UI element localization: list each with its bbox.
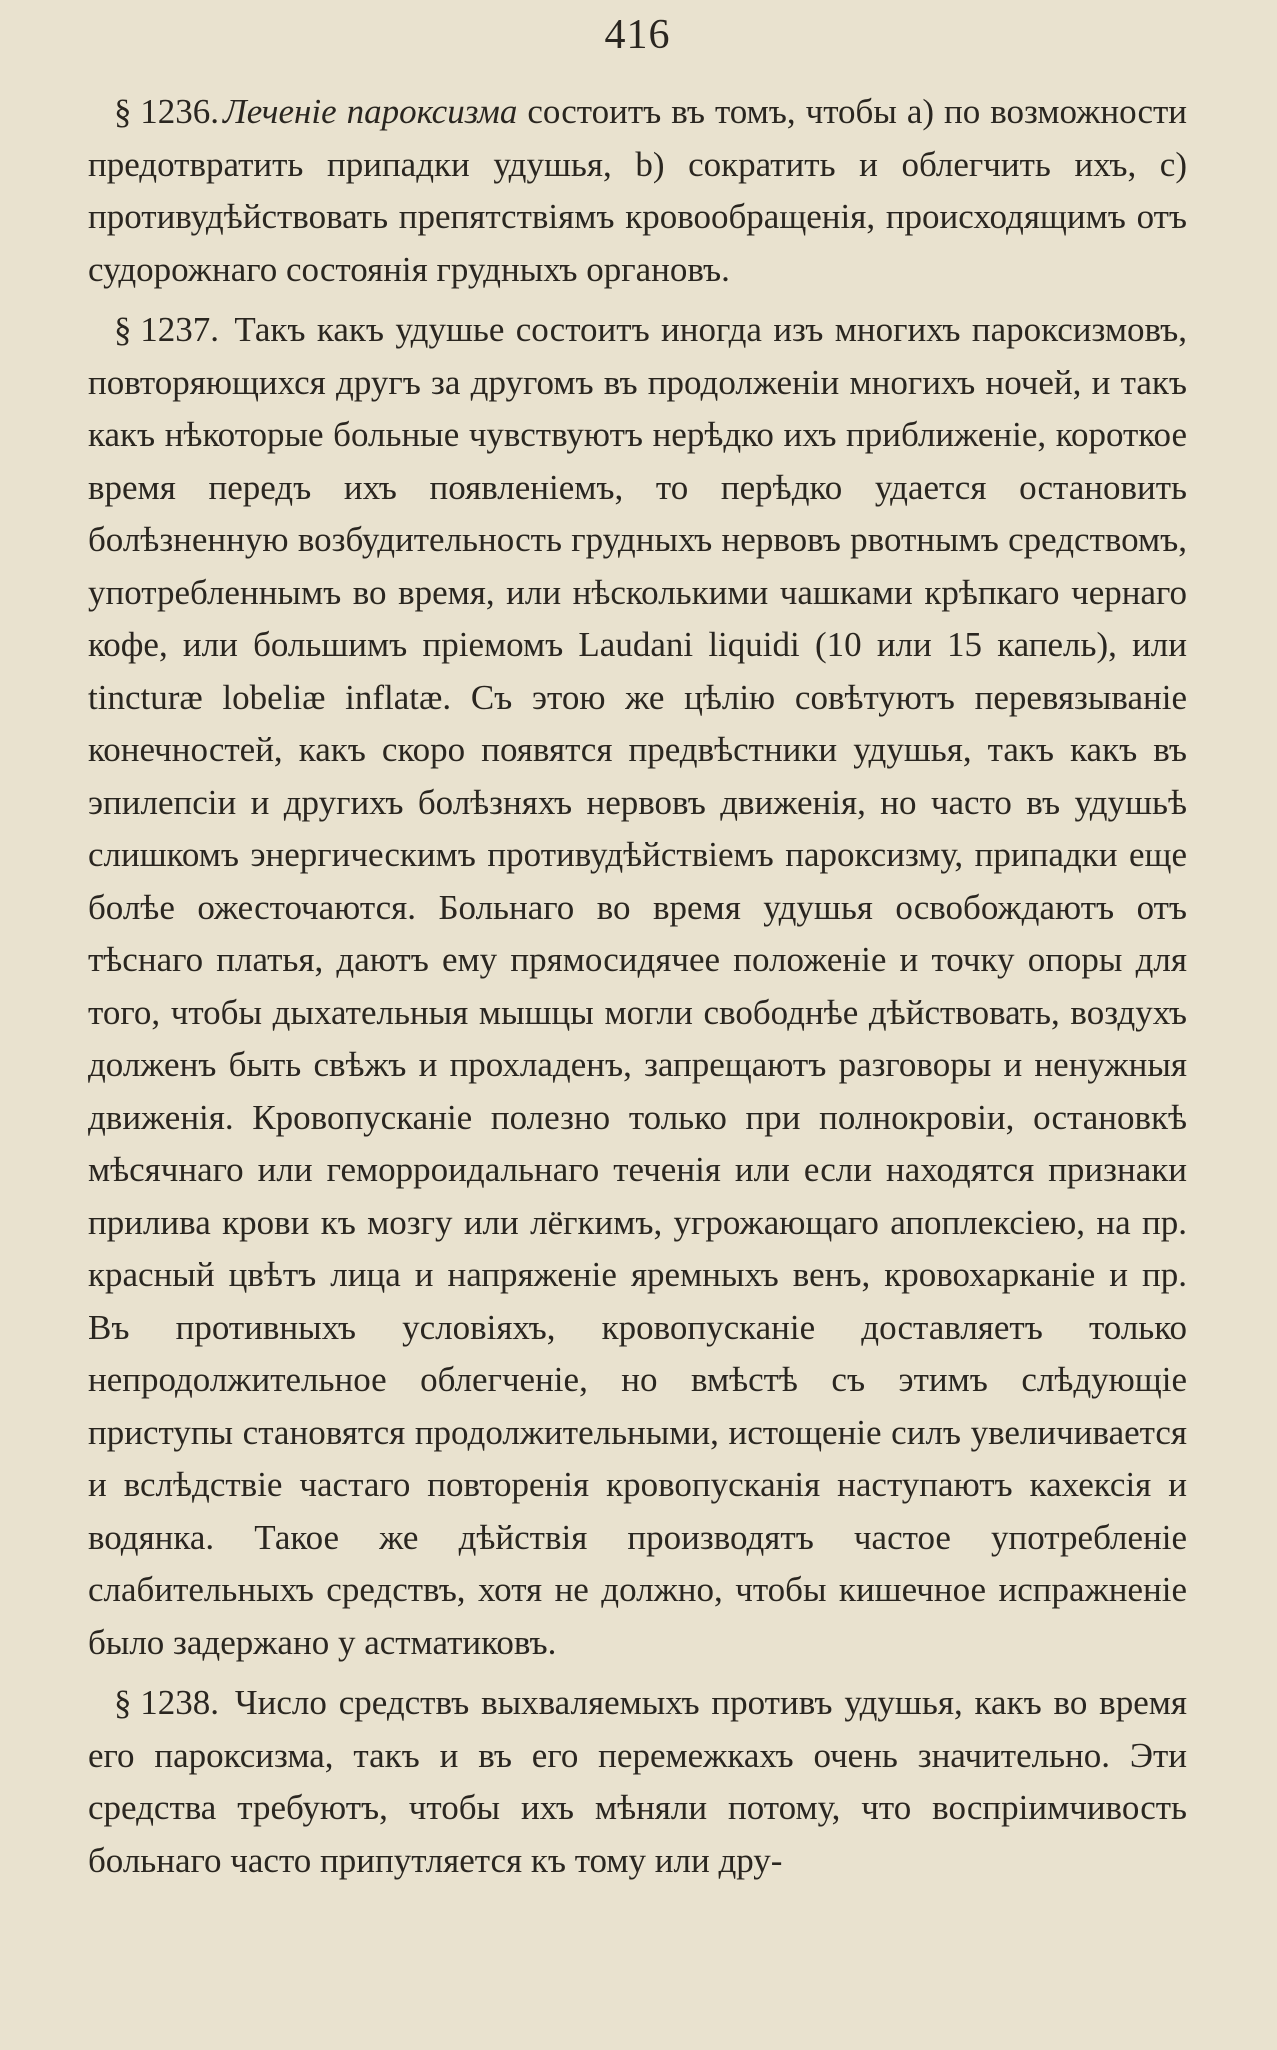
section-sign-1237: § 1237.: [114, 310, 219, 349]
page-number: 416: [604, 12, 671, 58]
paragraph-text: Число средствъ выхваляемыхъ противъ удушья, какъ во время его пароксизма, такъ и въ его перемежкахъ очень значительно. Эти средства требуютъ, чтобы ихъ мѣняли потому, что воспріимчивость больнаго часто припутляется къ тому или дру-: [88, 1683, 1187, 1880]
paragraph-1236: [88, 86, 1187, 296]
paragraph-text: Такъ какъ удушье состоитъ иногда изъ многихъ пароксизмовъ, повторяющихся другъ за другомъ въ продолженіи многихъ ночей, и такъ какъ нѣкоторые больные чувствуютъ нерѣдко ихъ приближеніе, короткое время передъ ихъ появленіемъ, то перѣдко удается остановить болѣзненную возбудительность грудныхъ нервовъ рвотнымъ средствомъ, употребленнымъ во время, или нѣсколькими чашками крѣпкаго чернаго кофе, или большимъ пріемомъ Laudani liquidi (10 или 15 капель), или tincturæ lobeliæ inflatæ. Съ этою же цѣлію совѣтуютъ перевязываніе конечностей, какъ скоро появятся предвѣстники удушья, такъ какъ въ эпилепсіи и другихъ болѣзняхъ нервовъ движенія, но часто въ удушьѣ слишкомъ энергическимъ противудѣйствіемъ пароксизму, припадки еще болѣе ожесточаются. Больнаго во время удушья освобождаютъ отъ тѣснаго платья, даютъ ему прямосидячее положеніе и точку опоры для того, чтобы дыхательныя мышцы могли свободнѣе дѣйствовать, воздухъ долженъ быть свѣжъ и прохладенъ, запрещаютъ разговоры и ненужныя движенія. Кровопусканіе полезно только при полнокровіи, остановкѣ мѣсячнаго или геморроидальнаго теченія или если находятся признаки прилива крови къ мозгу или лёгкимъ, угрожающаго апоплексіею, на пр. красный цвѣтъ лица и напряженіе яремныхъ венъ, кровохарканіе и пр. Въ противныхъ условіяхъ, кровопусканіе доставляетъ только непродолжительное облегченіе, но вмѣстѣ съ этимъ слѣдующіе приступы становятся продолжительными, истощеніе силъ увеличивается и вслѣдствіе частаго повторенія кровопусканія наступаютъ кахексія и водянка. Такое же дѣйствія производятъ частое употребленіе слабительныхъ средствъ, хотя не должно, чтобы кишечное испражненіе было задержано у астматиковъ.: [88, 310, 1187, 1662]
paragraph-1237: [88, 304, 1187, 1669]
section-sign-1236: § 1236.: [114, 92, 219, 131]
paragraph-1238: [88, 1677, 1187, 1887]
paragraph-text: состоитъ въ томъ, чтобы a) по возможности предотвратить припадки удушья, b) сократить и облегчить ихъ, c) противудѣйствовать препятствіямъ кровообращенія, происходящимъ отъ судорожнаго состоянія грудныхъ органовъ.: [88, 92, 1188, 289]
section-sign-1238: § 1238.: [114, 1683, 219, 1722]
section-heading-italic: Леченіе пароксизма: [223, 92, 518, 131]
